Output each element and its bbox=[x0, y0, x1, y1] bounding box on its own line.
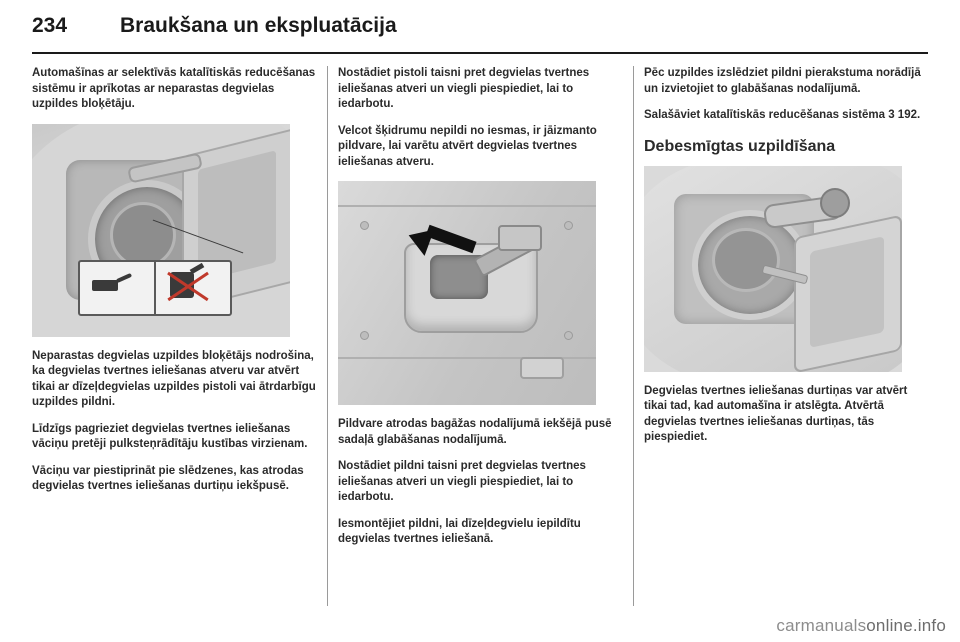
paragraph: Vāciņu var piestiprināt pie slēdzenes, kas atrodas degvielas tvertnes ieliešanas durtiņu iekšpusē. bbox=[32, 464, 304, 492]
watermark-bold: online.info bbox=[866, 616, 946, 635]
paragraph: Velcot šķidrumu nepildi no iesmas, ir jāizmanto pildvare, lai varētu atvērt degvielas tvertnes ieliešanas atveru. bbox=[338, 124, 597, 168]
column-3 bbox=[644, 66, 928, 606]
fuel-nozzle-icon bbox=[92, 274, 132, 296]
header-divider bbox=[32, 52, 928, 54]
section-heading: Debesmīgtas uzpildīšana bbox=[644, 137, 836, 155]
pictogram-canister-forbidden bbox=[156, 262, 230, 314]
page-header bbox=[0, 0, 960, 52]
direction-arrow-icon bbox=[408, 225, 478, 251]
content-columns bbox=[32, 66, 928, 606]
column-divider-2 bbox=[622, 66, 644, 606]
column-2 bbox=[338, 66, 622, 606]
paragraph: Automašīnas ar selektīvās katalītiskās reducēšanas sistēmu ir aprīkotas ar neparastas degvielas uzpildes bloķētāju. bbox=[32, 67, 316, 110]
watermark-light: carmanuals bbox=[776, 616, 867, 635]
paragraph: Nostādiet pistoli taisni pret degvielas tvertnes ieliešanas atveri un viegli piespiediet, lai to iedarbotu. bbox=[338, 67, 590, 110]
cross-reference-paragraph: Salašāviet katalītiskās reducēšanas sistēma 3 192. bbox=[644, 109, 921, 121]
paragraph: Pēc uzpildes izslēdziet pildni pierakstuma norādījā un izvietojiet to glabāšanas nodalījumā. bbox=[644, 67, 921, 95]
paragraph: Neparastas degvielas uzpildes bloķētājs nodrošina, ka degvielas tvertnes ieliešanas atveru var atvērt tikai ar dīzeļdegvielas uzpildes pistoli vai ātrdarbīgu uzpildes pildni. bbox=[32, 349, 316, 408]
watermark bbox=[776, 616, 946, 636]
fuel-cap-key-lock-diagram bbox=[644, 166, 902, 372]
paragraph: Nostādiet pildni taisni pret degvielas tvertnes ieliešanas atveri un viegli piespiediet, lai to iedarbotu. bbox=[338, 460, 586, 503]
paragraph: Pildvare atrodas bagāžas nodalījumā iekšējā pusē sadaļā glabāšanas nodalījumā. bbox=[338, 418, 612, 446]
column-1 bbox=[32, 66, 316, 606]
paragraph: Līdzīgs pagrieziet degvielas tvertnes ieliešanas vāciņu pretēji pulksteņrādītāju kustības virzienam. bbox=[32, 422, 308, 450]
page-title: Braukšana un ekspluatācija bbox=[120, 14, 397, 37]
pictogram-nozzle-allowed bbox=[80, 262, 156, 314]
paragraph: Iesmontējiet pildni, lai dīzeļdegvielu iepildītu degvielas tvertnes ieliešanā. bbox=[338, 517, 581, 545]
fuel-filler-flap-open-diagram bbox=[32, 124, 290, 337]
prohibition-cross-icon bbox=[164, 268, 212, 304]
paragraph: Degvielas tvertnes ieliešanas durtiņas var atvērt tikai tad, kad automašīna ir atslēgta. Atvērtā degvielas tvertnes ieliešanas durtiņas, tās piespiediet. bbox=[644, 384, 908, 443]
page-number: 234 bbox=[32, 14, 68, 37]
column-divider-1 bbox=[316, 66, 338, 606]
pictogram-panel bbox=[78, 260, 232, 316]
nozzle-insertion-diagram bbox=[338, 181, 596, 405]
